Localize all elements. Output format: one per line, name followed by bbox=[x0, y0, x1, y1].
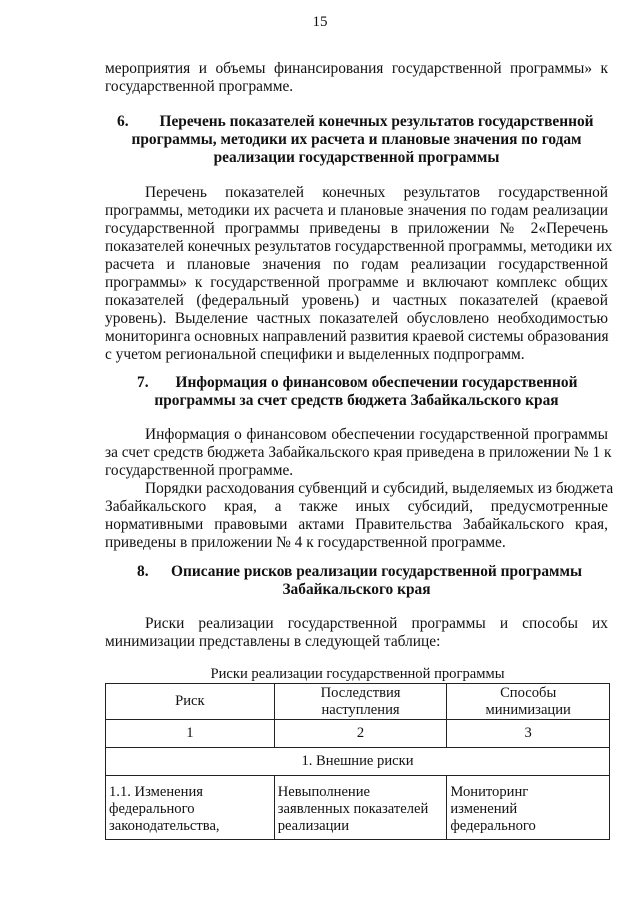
section-6-paragraph bbox=[105, 184, 613, 364]
text-line: показателей (федеральный уровень) и частных показателей (краевой bbox=[105, 292, 608, 309]
header-methods bbox=[447, 684, 610, 720]
text-line: с учетом региональной специфики и выделенных подпрограмм. bbox=[105, 346, 525, 363]
section-8-heading bbox=[105, 563, 608, 599]
heading-line: Информация о финансовом обеспечении государственной bbox=[175, 374, 578, 391]
header-line: минимизации bbox=[485, 701, 571, 718]
section-number: 7. bbox=[137, 374, 149, 391]
section-7-heading bbox=[105, 374, 608, 410]
table-caption: Риски реализации государственной программы bbox=[210, 666, 505, 682]
cell-line: 1.1. Изменения bbox=[109, 784, 203, 800]
heading-line: реализации государственной программы bbox=[213, 149, 500, 166]
column-number: 1 bbox=[106, 720, 275, 748]
column-number: 2 bbox=[274, 720, 447, 748]
text-line: Забайкальского края, а также иных субсидий, предусмотренные bbox=[105, 498, 608, 515]
cell-line: Мониторинг bbox=[450, 784, 529, 800]
text-line: расчета и плановые значения по годам реализации государственной bbox=[105, 256, 608, 273]
text-line: мероприятия и объемы финансирования государственной программы» к bbox=[105, 60, 608, 77]
table-header-row bbox=[106, 684, 610, 720]
cell-line: Невыполнение bbox=[277, 784, 371, 800]
column-number-row bbox=[106, 720, 610, 748]
table-row bbox=[106, 776, 610, 840]
text-line: государственной программе. bbox=[105, 462, 294, 479]
intro-paragraph bbox=[105, 60, 608, 96]
text-line: Информация о финансовом обеспечении государственной программы bbox=[145, 426, 608, 443]
cell-line: федерального bbox=[450, 818, 536, 834]
section-number: 6. bbox=[117, 113, 129, 130]
cell-line: законодательства, bbox=[109, 818, 220, 834]
heading-line: Забайкальского края bbox=[282, 581, 431, 598]
group-title: 1. Внешние риски bbox=[106, 748, 610, 776]
text-line: Перечень показателей конечных результатов государственной bbox=[145, 184, 608, 201]
text-line: программы, методики их расчета и плановые значения по годам реализации bbox=[105, 202, 608, 219]
page-number: 15 bbox=[312, 14, 328, 30]
text-line: мониторинга основных направлений развития краевой системы образования bbox=[105, 328, 609, 345]
header-line: Способы bbox=[500, 684, 557, 701]
text-line: программы» к государственной программе и включают комплекс общих bbox=[105, 274, 608, 291]
text-line: государственной программе. bbox=[105, 78, 294, 95]
column-number: 3 bbox=[447, 720, 610, 748]
cell-line: заявленных показателей bbox=[277, 801, 429, 817]
heading-line: Описание рисков реализации государственной программы bbox=[170, 563, 582, 580]
text-line: показателей конечных результатов государственной программы, методики их bbox=[105, 238, 613, 255]
consequence-cell bbox=[274, 776, 447, 840]
header-consequences bbox=[274, 684, 447, 720]
header-risk: Риск bbox=[106, 684, 275, 720]
section-6-heading bbox=[105, 113, 608, 167]
text-line: Риски реализации государственной программы и способы их bbox=[145, 615, 608, 632]
method-cell bbox=[447, 776, 610, 840]
text-line: за счет средств бюджета Забайкальского края приведена в приложении № 1 к bbox=[105, 444, 612, 461]
header-line: наступления bbox=[321, 701, 400, 718]
text-line: нормативными правовыми актами Правительства Забайкальского края, bbox=[105, 516, 608, 533]
section-8-paragraph bbox=[105, 615, 608, 651]
text-line: минимизации представлены в следующей таблице: bbox=[105, 633, 441, 650]
text-line: уровень). Выделение частных показателей обусловлено необходимостью bbox=[105, 310, 608, 327]
text-line: Порядки расходования субвенций и субсидий, выделяемых из бюджета bbox=[145, 480, 614, 497]
cell-line: федерального bbox=[109, 801, 195, 817]
section-number: 8. bbox=[137, 563, 149, 580]
group-row bbox=[106, 748, 610, 776]
heading-line: программы, методики их расчета и плановые значения по годам bbox=[131, 131, 582, 148]
header-line: Последствия bbox=[320, 684, 401, 701]
risk-table bbox=[105, 683, 610, 840]
cell-line: изменений bbox=[450, 801, 518, 817]
section-7-paragraph-1 bbox=[105, 426, 612, 480]
text-line: приведены в приложении № 4 к государственной программе. bbox=[105, 534, 506, 551]
section-7-paragraph-2 bbox=[105, 480, 614, 552]
heading-line: Перечень показателей конечных результатов государственной bbox=[159, 113, 594, 130]
risk-cell bbox=[106, 776, 275, 840]
cell-line: реализации bbox=[277, 818, 350, 834]
text-line: государственной программы приведены в приложении № 2«Перечень bbox=[105, 220, 608, 237]
heading-line: программы за счет средств бюджета Забайкальского края bbox=[154, 392, 559, 409]
